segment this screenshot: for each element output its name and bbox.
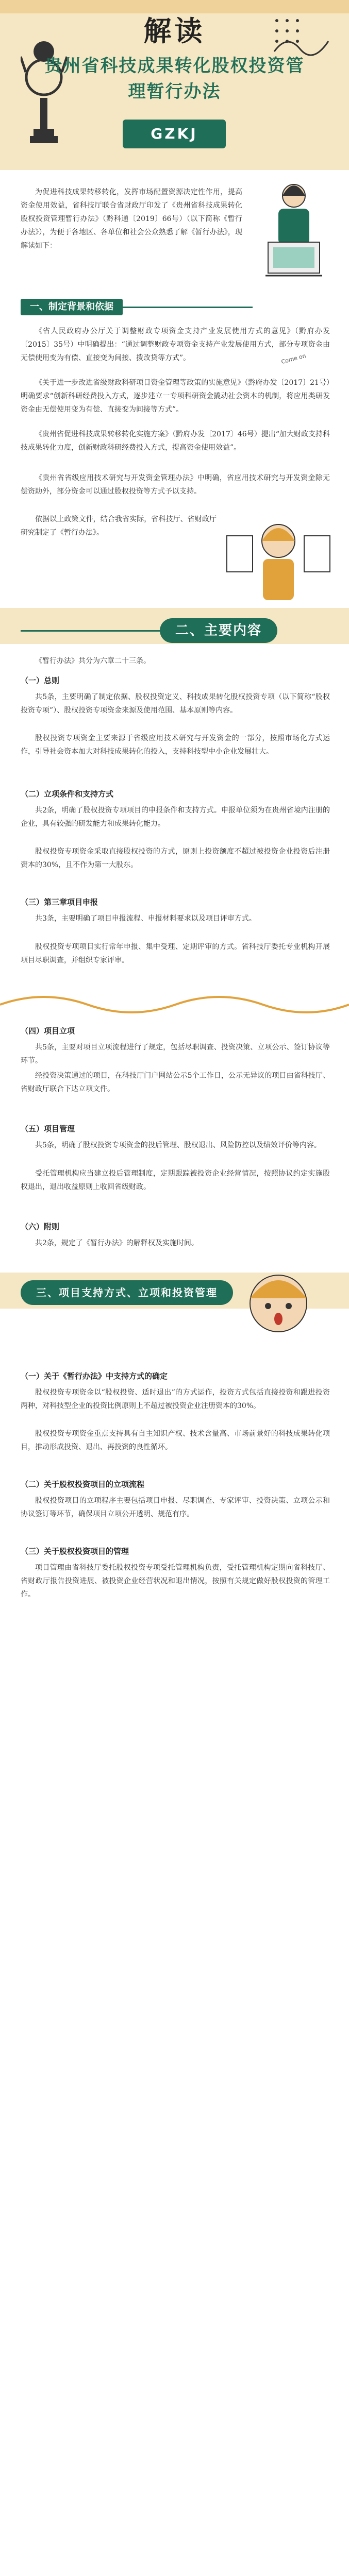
section2-h1-p1: 共5条，主要明确了制定依据、股权投资定义、科技成果转化股权投资专项（以下简称“股权投资专项”）、股权投资专项资金来源及使用范围、基本原则等内容。 bbox=[21, 693, 330, 715]
section2-h5-p2: 受托管理机构应当建立投后管理制度，定期跟踪被投资企业经营情况，按照协议约定实施股权退出，退出收益原则上收回省级财政。 bbox=[21, 1170, 330, 1191]
section2-h1: （一）总则 bbox=[21, 676, 60, 685]
section3-h1: （一）关于《暂行办法》中支持方式的确定 bbox=[21, 1371, 168, 1381]
section2-h3: （三）第三章项目申报 bbox=[21, 897, 98, 907]
section2-h6: （六）附则 bbox=[21, 1222, 60, 1231]
section3-h3-p1: 项目管理由省科技厅委托股权投资专项受托管理机构负责，受托管理机构定期向省科技厅、省财政厅报告投资进展、被投资企业经营状况和退出情况，按照有关规定做好股权投资的管理工作。 bbox=[21, 1564, 330, 1599]
section3-h1-p2: 股权投资专项资金重点支持具有自主知识产权、技术含量高、市场前景好的科技成果转化项目，推动形成投资、退出、再投资的良性循环。 bbox=[21, 1430, 330, 1451]
section2-h6-p1: 共2条，规定了《暂行办法》的解释权及实施时间。 bbox=[35, 1239, 198, 1247]
section2-h4-p1: 共5条，主要对项目立项流程进行了规定，包括尽职调查、投资决策、立项公示、签订协议等环节。 bbox=[21, 1043, 330, 1065]
intro-paragraph: 为促进科技成果转移转化，发挥市场配置资源决定性作用，提高资金使用效益，省科技厅联合省财政厅印发了《贵州省科技成果转化股权投资管理暂行办法》（黔科通〔2019〕66号）（以下简称《暂行办法》），为便于各地区、各单位和社会公众熟悉了解《暂行办法》，现解读如下： bbox=[21, 188, 242, 250]
doodle-caption: Come on bbox=[280, 352, 307, 366]
section2-h4-p2: 经投资决策通过的项目，在科技厅门户网站公示5个工作日，公示无异议的项目由省科技厅、省财政厅联合下达立项文件。 bbox=[21, 1072, 330, 1093]
section2-rule bbox=[21, 630, 160, 632]
section1-rule bbox=[119, 307, 253, 308]
section2-h2: （二）立项条件和支持方式 bbox=[21, 789, 114, 799]
header-banner bbox=[0, 0, 349, 170]
section2-h3-p1: 共3条，主要明确了项目申报流程、申报材料要求以及项目评审方式。 bbox=[35, 914, 256, 923]
page-title-line1: 贵州省科技成果转化股权投资管 bbox=[44, 56, 305, 76]
wave-divider-icon bbox=[0, 989, 349, 1020]
section3-heading: 三、项目支持方式、立项和投资管理 bbox=[21, 1280, 233, 1305]
person-laptop-illustration bbox=[258, 170, 335, 304]
girl-papers-illustration bbox=[222, 505, 335, 613]
section2-h5-p1: 共5条，明确了股权投资专项资金的投后管理、股权退出、风险防控以及绩效评价等内容。 bbox=[35, 1141, 321, 1149]
surprised-girl-illustration bbox=[227, 1257, 330, 1360]
section3-h3: （三）关于股权投资项目的管理 bbox=[21, 1547, 129, 1556]
section2-h3-p2: 股权投资专项项目实行常年申报、集中受理、定期评审的方式。省科技厅委托专业机构开展项目尽职调查，并组织专家评审。 bbox=[21, 943, 330, 964]
section2-h1-p2: 股权投资专项资金主要来源于省级应用技术研究与开发资金的一部分，按照市场化方式运作，引导社会资本加大对科技成果转化的投入，支持科技型中小企业发展壮大。 bbox=[21, 734, 330, 756]
header-kicker: 解读 bbox=[143, 15, 206, 47]
section1-heading: 一、制定背景和依据 bbox=[21, 299, 123, 315]
section2-h5: （五）项目管理 bbox=[21, 1124, 75, 1133]
section3-h2: （二）关于股权投资项目的立项流程 bbox=[21, 1480, 145, 1489]
gzkj-badge: GZKJ bbox=[123, 120, 226, 148]
section1-p2: 《关于进一步改进省级财政科研项目资金管理等政策的实施意见》（黔府办发〔2017〕21号）明确要求“创新科研经费投入方式，逐步建立一专项科研资金撬动社会资本的机制，将应用类研发资金由无偿使用变为有偿、直接变为间接等方式”。 bbox=[21, 379, 330, 414]
section2-heading: 二、主要内容 bbox=[160, 618, 277, 643]
section1-p4: 《贵州省省级应用技术研究与开发资金管理办法》中明确，省应用技术研究与开发资金除无偿资助外，部分资金可以通过股权投资等方式予以支持。 bbox=[21, 474, 330, 496]
section1-p1: 《省人民政府办公厅关于调整财政专项资金支持产业发展使用方式的意见》（黔府办发〔2015〕35号）中明确提出：“通过调整财政专项资金支持产业发展使用方式，部分专项资金由无偿使用变为有偿、直接变为间接、拨改贷等方式”。 bbox=[21, 327, 330, 362]
section2-h4: （四）项目立项 bbox=[21, 1026, 75, 1036]
section2-summary: 《暂行办法》共分为六章二十三条。 bbox=[35, 657, 151, 665]
section1-p3: 《贵州省促进科技成果转移转化实施方案》（黔府办发〔2017〕46号）提出“加大财政支持科技成果转化力度，创新财政科研经费投入方式，提高资金使用效益”。 bbox=[21, 430, 330, 452]
section3-h2-p1: 股权投资项目的立项程序主要包括项目申报、尽职调查、专家评审、投资决策、立项公示和协议签订等环节，确保项目立项公开透明、规范有序。 bbox=[21, 1497, 330, 1518]
page-title-line2: 理暂行办法 bbox=[128, 81, 221, 102]
section2-h2-p1: 共2条，明确了股权投资专项项目的申报条件和支持方式。申报单位须为在贵州省境内注册的企业，具有较强的研发能力和成果转化能力。 bbox=[21, 806, 330, 828]
section2-h2-p2: 股权投资专项资金采取直接股权投资的方式，原则上投资额度不超过被投资企业投资后注册资本的30%，且不作为第一大股东。 bbox=[21, 848, 330, 869]
section1-p5: 依据以上政策文件，结合我省实际，省科技厅、省财政厅研究制定了《暂行办法》。 bbox=[21, 515, 217, 537]
section3-h1-p1: 股权投资专项资金以“股权投资、适时退出”的方式运作，投资方式包括直接投资和跟进投资两种，对科技型企业的投资比例原则上不超过被投资企业注册资本的30%。 bbox=[21, 1388, 330, 1410]
